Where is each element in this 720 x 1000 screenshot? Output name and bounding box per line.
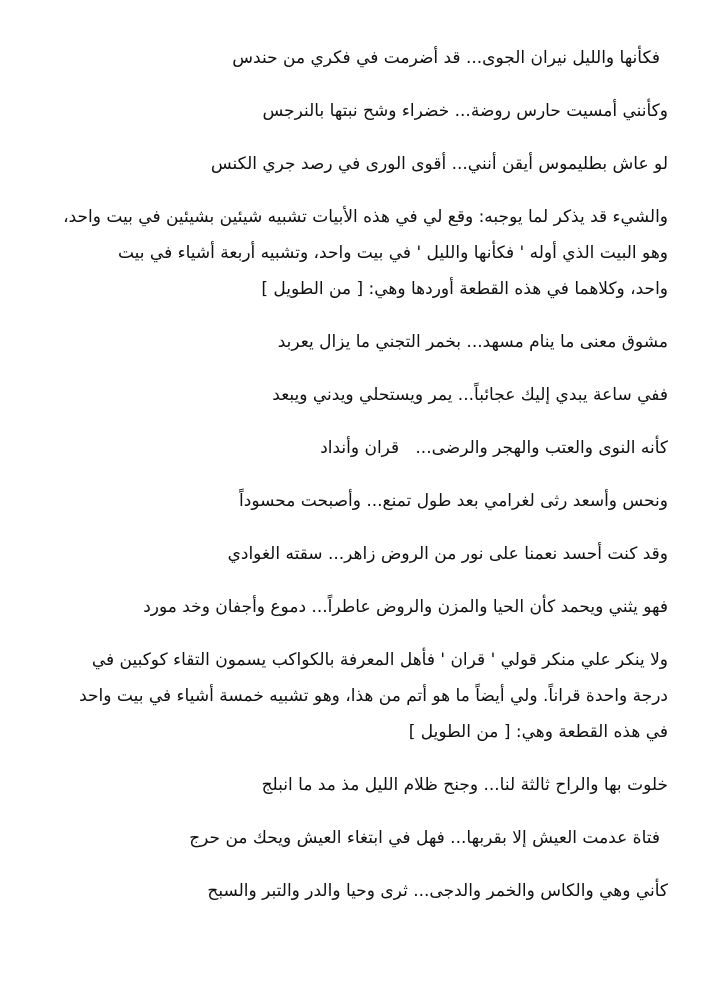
prose-paragraph-2 bbox=[48, 642, 668, 750]
prose-paragraph-1 bbox=[48, 199, 668, 307]
verse-line-12: كأني وهي والكاس والخمر والدجى... ثرى وحيا والدر والتبر والسبح bbox=[207, 881, 668, 901]
prose-line: في هذه القطعة وهي: [ من الطويل ] bbox=[408, 722, 668, 742]
prose-line: وهو البيت الذي أوله ' فكأنها والليل ' في بيت واحد، وتشبيه أربعة أشياء في بيت bbox=[117, 243, 668, 263]
verse-line-8: وقد كنت أحسد نعمنا على نور من الروض زاهر... سقته الغوادي bbox=[227, 544, 668, 564]
verse-line-7: ونحس وأسعد رثى لغرامي بعد طول تمنع... وأصبحت محسوداً bbox=[239, 491, 668, 511]
prose-line: والشيء قد يذكر لما يوجبه: وقع لي في هذه الأبيات تشبيه شيئين بشيئين في بيت واحد، bbox=[63, 207, 668, 227]
verse-line-3: لو عاش بطليموس أيقن أنني... أقوى الورى في رصد جري الكنس bbox=[210, 154, 668, 174]
verse-line-1: فكأنها والليل نيران الجوى... قد أضرمت في فكري من حندس bbox=[232, 48, 660, 68]
document-page bbox=[48, 40, 668, 926]
verse-line-4: مشوق معنى ما ينام مسهد... بخمر التجني ما يزال يعربد bbox=[277, 332, 668, 352]
verse-line-9: فهو يثني ويحمد كأن الحيا والمزن والروض عاطراً... دموع وأجفان وخد مورد bbox=[143, 597, 668, 617]
prose-line: واحد، وكلاهما في هذه القطعة أوردها وهي: [ من الطويل ] bbox=[261, 279, 668, 299]
verse-line-6: كأنه النوى والعتب والهجر والرضى... قران وأنداد bbox=[320, 438, 668, 458]
prose-line: ولا ينكر علي منكر قولي ' قران ' فأهل المعرفة بالكواكب يسمون التقاء كوكبين في bbox=[91, 650, 668, 670]
verse-line-10: خلوت بها والراح ثالثة لنا... وجنح ظلام الليل مذ مد ما انبلج bbox=[261, 775, 668, 795]
prose-line: درجة واحدة قراناً. ولي أيضاً ما هو أتم من هذا، وهو تشبيه خمسة أشياء في بيت واحد bbox=[79, 686, 668, 706]
verse-line-11: فتاة عدمت العيش إلا بقربها... فهل في ابتغاء العيش ويحك من حرج bbox=[189, 828, 660, 848]
verse-line-5: ففي ساعة يبدي إليك عجائباً... يمر ويستحلي ويدني ويبعد bbox=[272, 385, 668, 405]
verse-line-2: وكأنني أمسيت حارس روضة... خضراء وشح نبتها بالنرجس bbox=[262, 101, 668, 121]
